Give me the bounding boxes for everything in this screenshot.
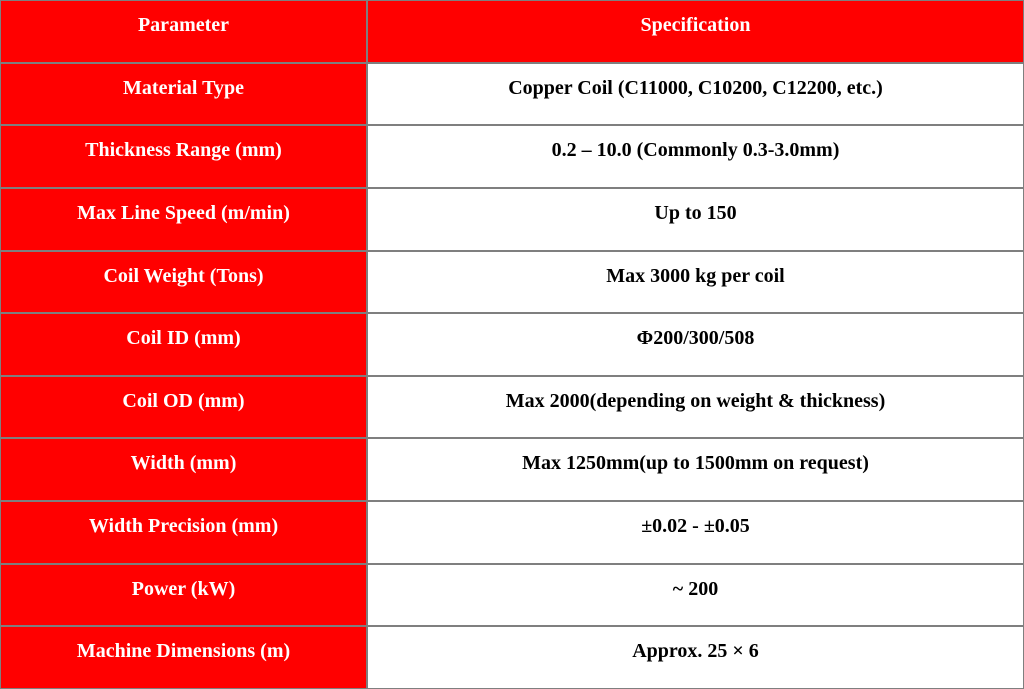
specification-cell bbox=[367, 188, 1024, 251]
parameter-cell bbox=[0, 63, 367, 126]
specification-cell bbox=[367, 501, 1024, 564]
specification-value: Up to 150 bbox=[654, 201, 737, 224]
parameter-label: Coil ID (mm) bbox=[126, 327, 241, 350]
parameter-cell bbox=[0, 125, 367, 188]
specification-value: ~ 200 bbox=[672, 577, 719, 600]
table-header-row bbox=[0, 0, 1024, 63]
parameter-cell bbox=[0, 376, 367, 439]
specification-value: Φ200/300/508 bbox=[636, 327, 755, 350]
specification-value: Max 2000(depending on weight & thickness) bbox=[505, 389, 886, 412]
parameter-label: Width (mm) bbox=[130, 452, 237, 475]
table-row bbox=[0, 125, 1024, 188]
specification-value: Max 1250mm(up to 1500mm on request) bbox=[522, 452, 869, 475]
specification-cell bbox=[367, 626, 1024, 689]
parameter-label: Thickness Range (mm) bbox=[85, 139, 282, 162]
parameter-label: Coil Weight (Tons) bbox=[103, 264, 264, 287]
specification-value: Max 3000 kg per coil bbox=[606, 264, 785, 287]
table-row bbox=[0, 376, 1024, 439]
specification-cell bbox=[367, 63, 1024, 126]
header-specification bbox=[367, 0, 1024, 63]
table-row bbox=[0, 626, 1024, 689]
table-row bbox=[0, 564, 1024, 627]
specification-cell bbox=[367, 376, 1024, 439]
table-row bbox=[0, 63, 1024, 126]
specification-cell bbox=[367, 125, 1024, 188]
parameter-cell bbox=[0, 626, 367, 689]
parameter-label: Coil OD (mm) bbox=[122, 389, 245, 412]
header-parameter bbox=[0, 0, 367, 63]
parameter-cell bbox=[0, 564, 367, 627]
parameter-label: Width Precision (mm) bbox=[88, 515, 279, 538]
parameter-label: Max Line Speed (m/min) bbox=[77, 201, 290, 224]
specification-value: Approx. 25 × 6 bbox=[632, 640, 759, 663]
table-row bbox=[0, 251, 1024, 314]
specification-value: Copper Coil (C11000, C10200, C12200, etc.) bbox=[508, 76, 883, 99]
parameter-cell bbox=[0, 438, 367, 501]
table-row bbox=[0, 501, 1024, 564]
parameter-cell bbox=[0, 188, 367, 251]
parameter-cell bbox=[0, 251, 367, 314]
parameter-cell bbox=[0, 313, 367, 376]
specification-cell bbox=[367, 313, 1024, 376]
parameter-cell bbox=[0, 501, 367, 564]
specification-cell bbox=[367, 438, 1024, 501]
specification-value: ±0.02 - ±0.05 bbox=[641, 515, 750, 538]
parameter-label: Material Type bbox=[123, 76, 244, 99]
specification-cell bbox=[367, 564, 1024, 627]
parameter-label: Power (kW) bbox=[131, 577, 236, 600]
header-parameter-label: Parameter bbox=[137, 14, 230, 36]
table-row bbox=[0, 188, 1024, 251]
specification-cell bbox=[367, 251, 1024, 314]
parameter-label: Machine Dimensions (m) bbox=[76, 640, 291, 663]
specification-value: 0.2 – 10.0 (Commonly 0.3-3.0mm) bbox=[551, 139, 840, 162]
table-row bbox=[0, 313, 1024, 376]
header-specification-label: Specification bbox=[640, 14, 751, 36]
table-row bbox=[0, 438, 1024, 501]
